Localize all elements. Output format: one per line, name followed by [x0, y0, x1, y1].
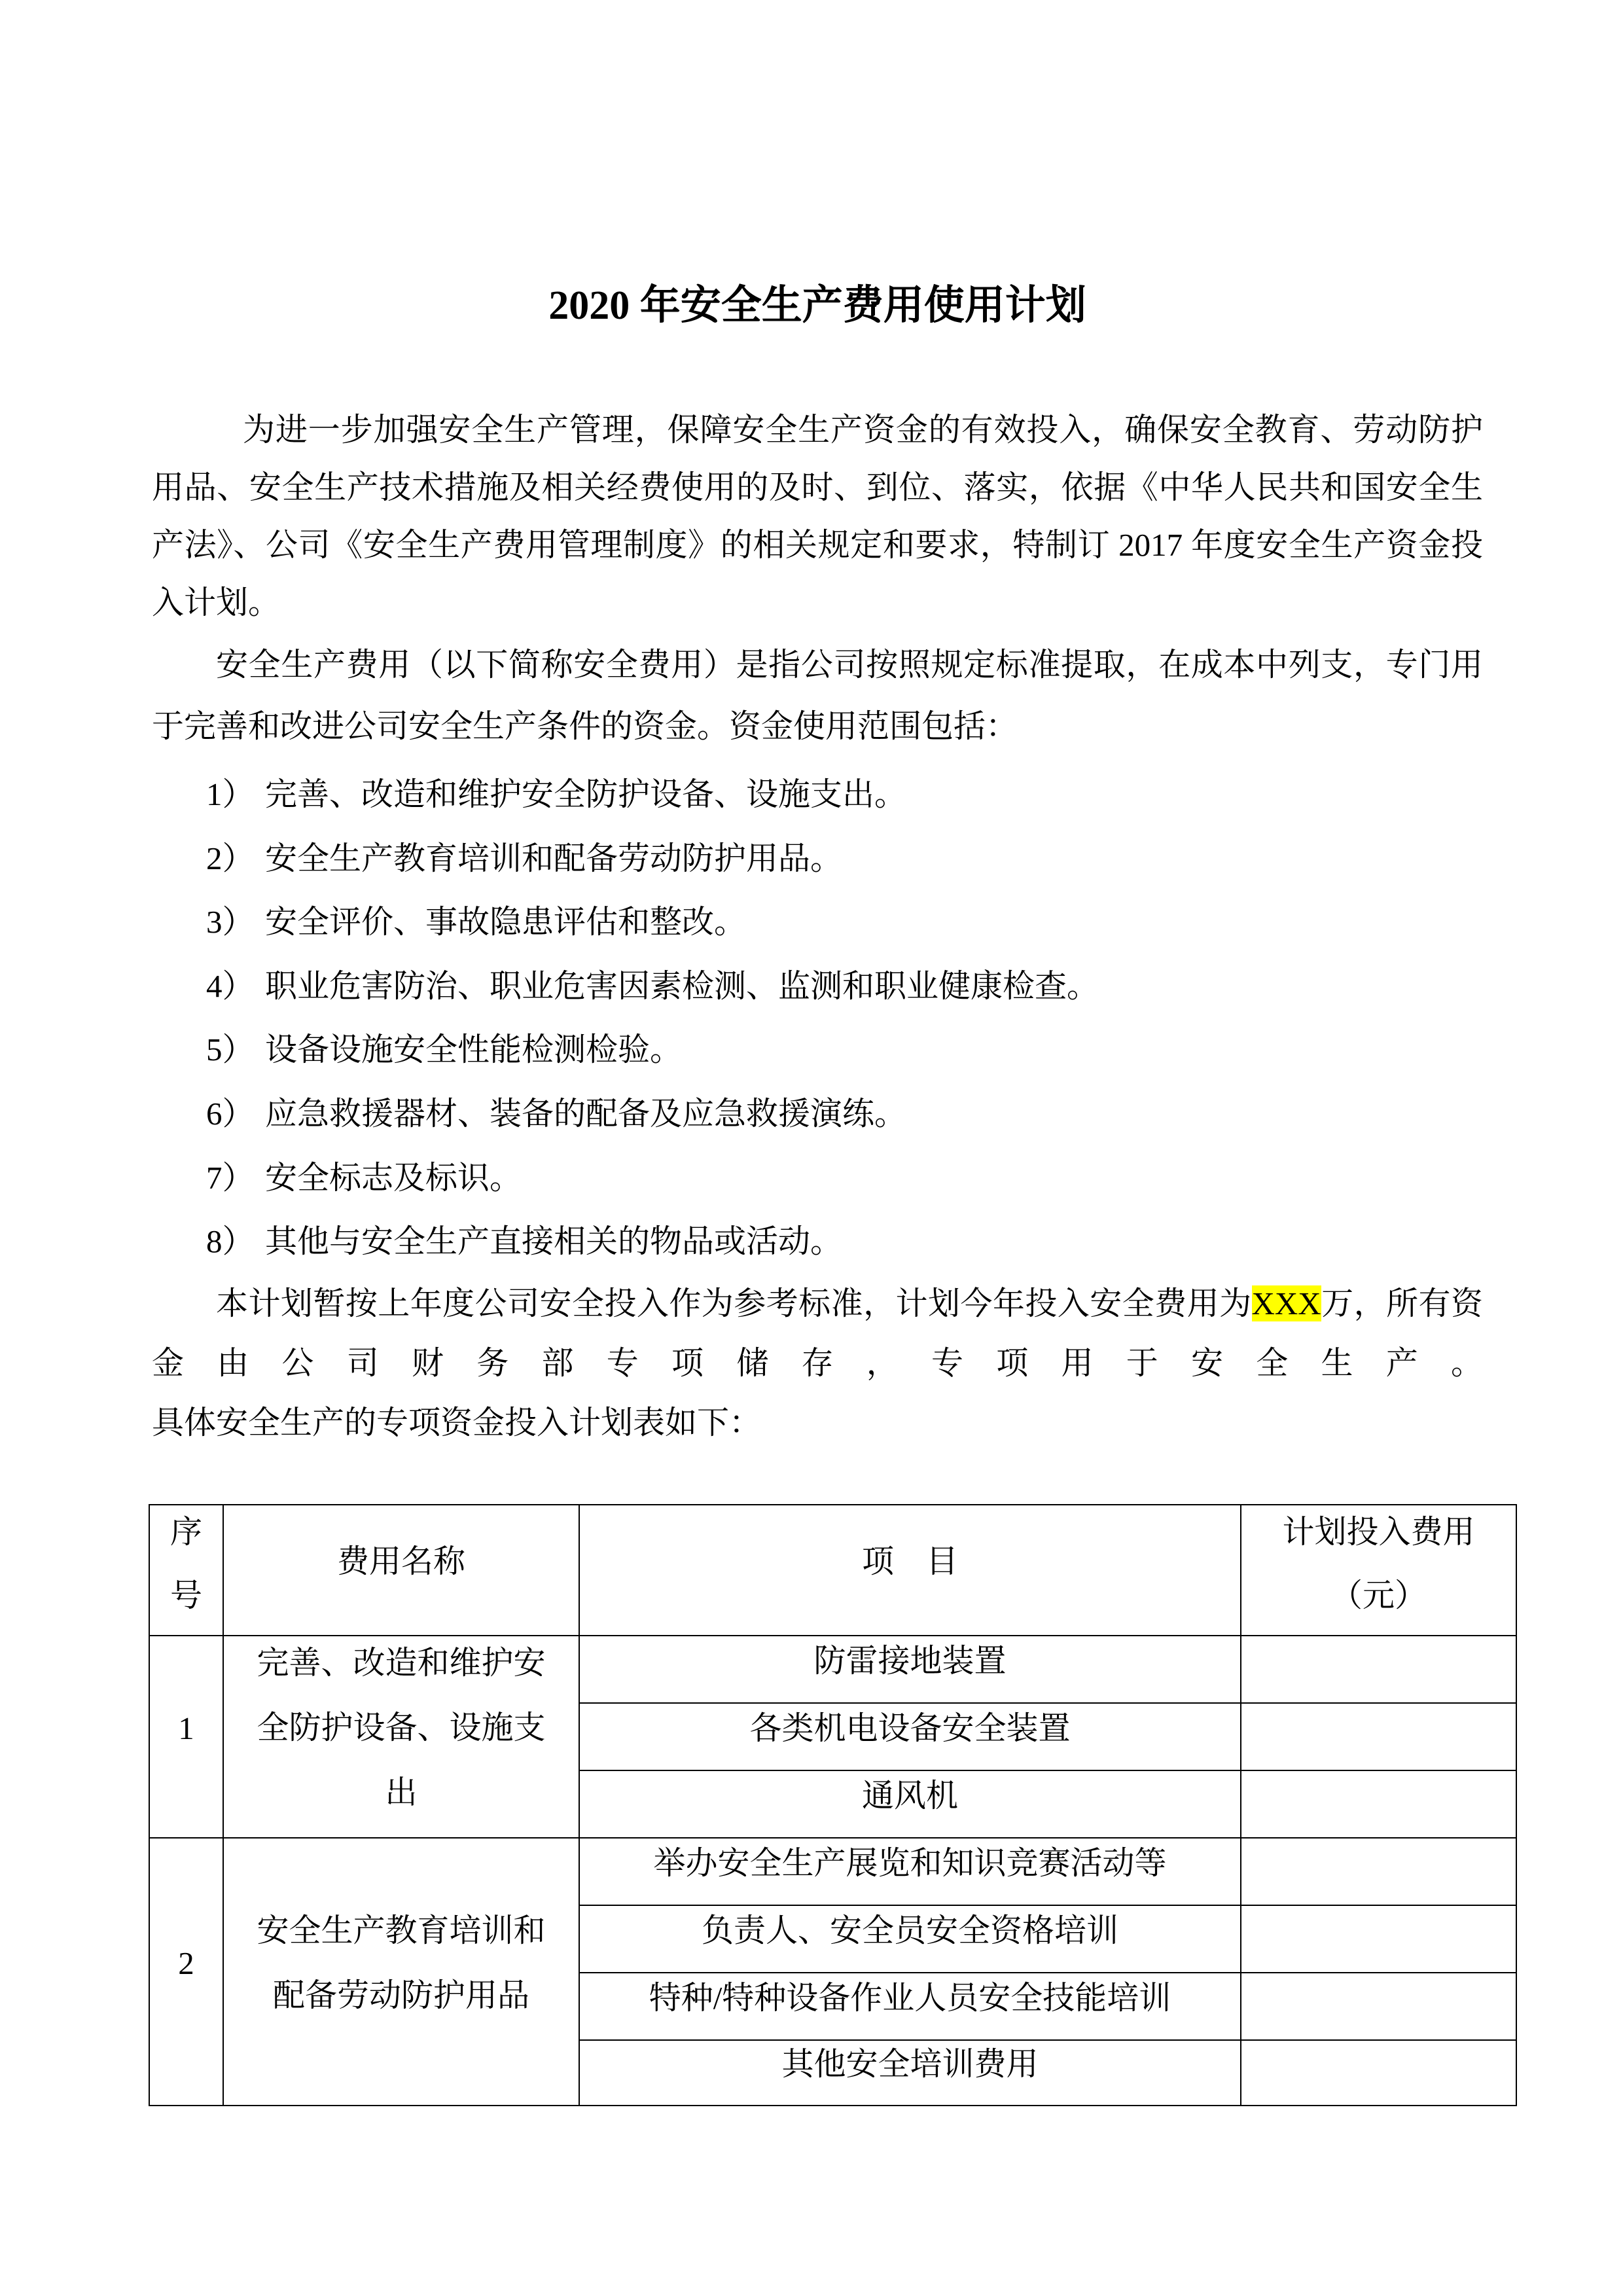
list-item-text: 设备设施安全性能检测检验。	[265, 1031, 683, 1068]
header-name	[223, 1505, 579, 1636]
item-cell	[579, 1973, 1241, 2040]
seq-cell	[149, 1636, 223, 1838]
amount-cell	[1241, 1838, 1516, 1905]
cost-name-cell	[223, 1636, 579, 1838]
header-amount	[1241, 1505, 1516, 1636]
document-title: 2020 年安全生产费用使用计划	[548, 283, 1086, 328]
definition-paragraph	[152, 634, 1483, 757]
scope-list-item	[152, 827, 1483, 891]
intro-paragraph	[152, 401, 1483, 632]
item-text: 通风机	[861, 1777, 958, 1814]
scope-list-item	[152, 762, 1483, 827]
item-text: 其他安全培训费用	[781, 2046, 1039, 2082]
scope-list-item	[152, 1146, 1483, 1210]
paragraph-line: 安全生产费用（以下简称安全费用）是指公司按照规定标准提取，在成本中列支，专门用	[216, 647, 1483, 683]
document-body	[152, 401, 1483, 1452]
amount-cell	[1241, 1973, 1516, 2040]
paragraph-line: 金由公司财务部专项储存，专项用于安全生产。	[152, 1344, 1483, 1381]
list-item-number: 3）	[206, 904, 255, 941]
table-row	[149, 1838, 1516, 1905]
header-name-label: 费用名称	[336, 1543, 465, 1579]
list-item-number: 5）	[206, 1031, 255, 1068]
cost-name-cell	[223, 1838, 579, 2106]
item-cell	[579, 1770, 1241, 1838]
header-seq-label: 序号	[169, 1514, 202, 1613]
amount-cell	[1241, 1905, 1516, 1973]
list-item-number: 8）	[206, 1223, 255, 1260]
paragraph-line: 用品、安全生产技术措施及相关经费使用的及时、到位、落实，依据《中华人民共和国安全生	[152, 469, 1483, 505]
header-amount-label: 计划投入费用（元）	[1282, 1514, 1475, 1613]
seq-number: 2	[178, 1945, 194, 1981]
list-item-text: 安全标志及标识。	[265, 1159, 522, 1196]
paragraph-line: 产法》、公司《安全生产费用管理制度》的相关规定和要求，特制订 2017 年度安全生产资金投	[152, 527, 1483, 563]
amount-cell	[1241, 1770, 1516, 1838]
scope-list	[152, 762, 1483, 1274]
list-item-number: 6）	[206, 1095, 255, 1132]
paragraph-line: 于完善和改进公司安全生产条件的资金。资金使用范围包括：	[152, 708, 1018, 744]
plan-text-after: 万，所有资	[1321, 1285, 1483, 1321]
plan-paragraph	[152, 1274, 1483, 1452]
list-item-text: 安全生产教育培训和配备劳动防护用品。	[265, 840, 843, 876]
item-text: 负责人、安全员安全资格培训	[701, 1912, 1118, 1948]
amount-cell	[1241, 2040, 1516, 2106]
item-cell	[579, 1905, 1241, 1973]
item-cell	[579, 2040, 1241, 2106]
item-text: 举办安全生产展览和知识竞赛活动等	[653, 1844, 1167, 1881]
header-item-label: 项 目	[861, 1543, 958, 1579]
scope-list-item	[152, 890, 1483, 954]
list-item-number: 2）	[206, 840, 255, 876]
paragraph-line: 为进一步加强安全生产管理，保障安全生产资金的有效投入，确保安全教育、劳动防护	[243, 412, 1483, 448]
paragraph-line: 具体安全生产的专项资金投入计划表如下：	[152, 1404, 762, 1441]
list-item-text: 应急救援器材、装备的配备及应急救援演练。	[265, 1095, 907, 1132]
cost-name: 安全生产教育培训和配备劳动防护用品	[257, 1912, 546, 2013]
paragraph-line	[152, 1274, 1483, 1333]
table-row	[149, 1636, 1516, 1703]
list-item-text: 职业危害防治、职业危害因素检测、监测和职业健康检查。	[265, 967, 1099, 1004]
scope-list-item	[152, 1210, 1483, 1274]
item-text: 防雷接地装置	[813, 1642, 1007, 1679]
item-text: 特种/特种设备作业人员安全技能培训	[649, 1979, 1171, 2016]
table-header-row	[149, 1505, 1516, 1636]
plan-text-before: 本计划暂按上年度公司安全投入作为参考标准，计划今年投入安全费用为	[216, 1285, 1252, 1321]
cost-name: 完善、改造和维护安全防护设备、设施支出	[257, 1645, 546, 1810]
highlighted-amount: XXX	[1251, 1285, 1321, 1321]
seq-cell	[149, 1838, 223, 2106]
list-item-number: 7）	[206, 1159, 255, 1196]
scope-list-item	[152, 1018, 1483, 1082]
list-item-text: 其他与安全生产直接相关的物品或活动。	[265, 1223, 843, 1260]
scope-list-item	[152, 954, 1483, 1018]
amount-cell	[1241, 1636, 1516, 1703]
investment-plan-table	[149, 1504, 1517, 2106]
header-seq	[149, 1505, 223, 1636]
scope-list-item	[152, 1082, 1483, 1146]
item-cell	[579, 1703, 1241, 1770]
item-cell	[579, 1636, 1241, 1703]
list-item-number: 1）	[206, 776, 255, 812]
seq-number: 1	[178, 1710, 194, 1746]
item-text: 各类机电设备安全装置	[749, 1710, 1071, 1746]
paragraph-line: 入计划。	[152, 584, 281, 620]
list-item-text: 完善、改造和维护安全防护设备、设施支出。	[265, 776, 907, 812]
header-item	[579, 1505, 1241, 1636]
list-item-number: 4）	[206, 967, 255, 1004]
amount-cell	[1241, 1703, 1516, 1770]
list-item-text: 安全评价、事故隐患评估和整改。	[265, 904, 747, 941]
item-cell	[579, 1838, 1241, 1905]
